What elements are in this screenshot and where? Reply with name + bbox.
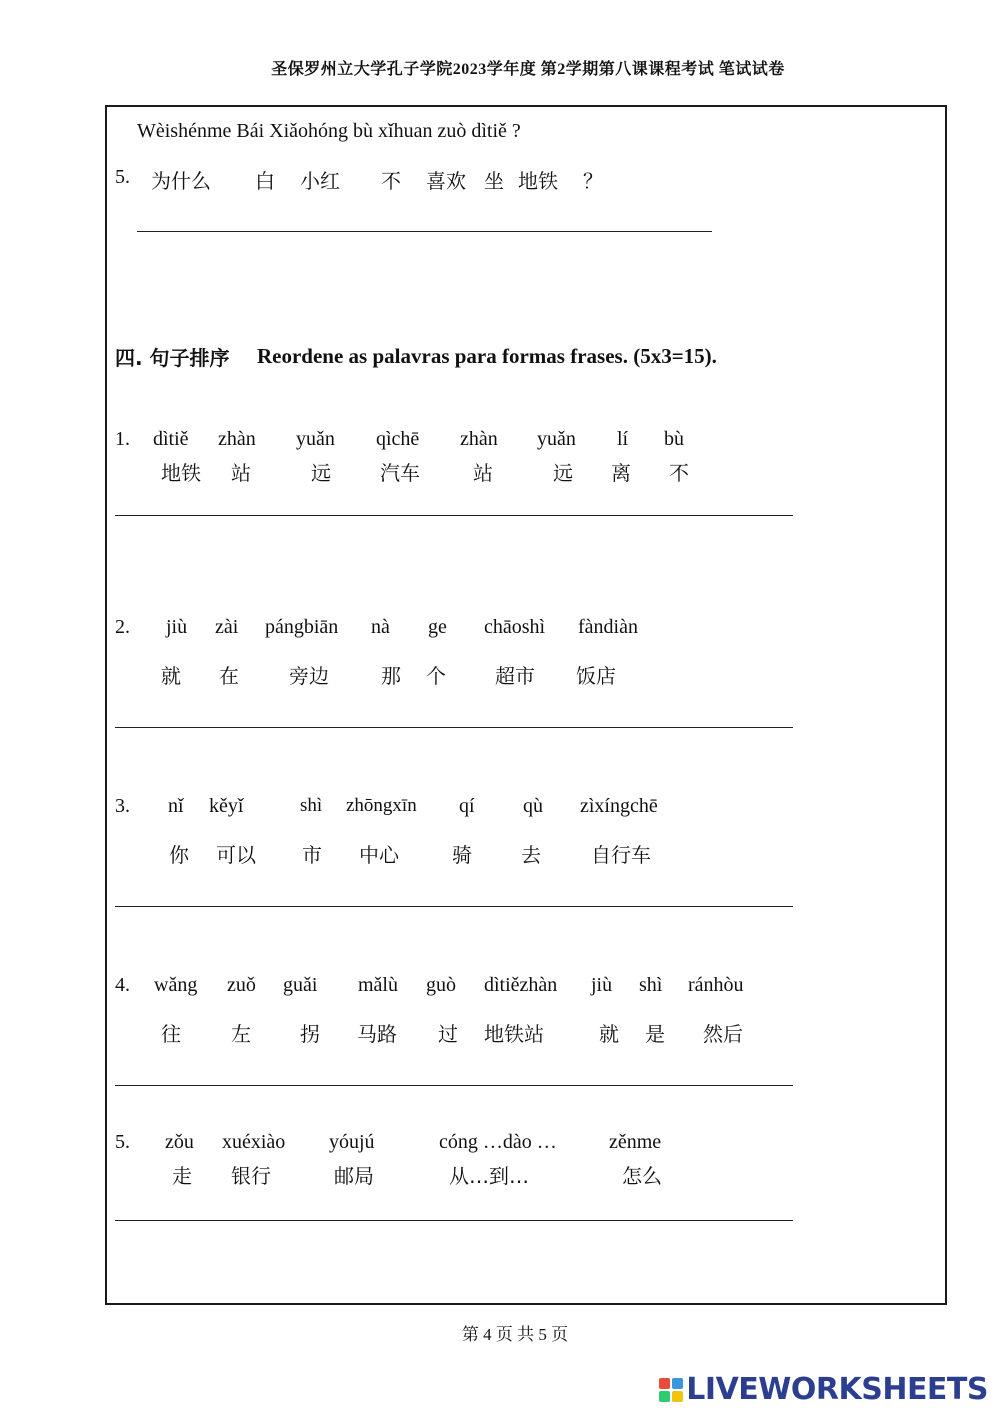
q5-word: 为什么 [151, 169, 211, 193]
page-number: 第 4 页 共 5 页 [461, 1325, 569, 1344]
hanzi-word: 地铁站 [484, 1022, 544, 1046]
pinyin-word: guǎi [283, 974, 318, 996]
exam-frame [105, 105, 947, 1305]
q5-word: 不 [381, 169, 401, 193]
pinyin-word: zǒu [165, 1131, 194, 1153]
pinyin-word: jiù [166, 616, 188, 638]
pinyin-word: zuǒ [227, 974, 256, 996]
section-title-instruction: Reordene as palavras para formas frases. (5x3=15). [257, 344, 717, 368]
hanzi-word: 去 [521, 843, 541, 867]
hanzi-word: 不 [669, 461, 689, 485]
pinyin-word: nǐ [168, 795, 184, 817]
pinyin-word: chāoshì [484, 616, 546, 638]
hanzi-word: 就 [161, 664, 181, 688]
hanzi-word: 自行车 [591, 843, 651, 867]
q5-word: 地铁 [518, 169, 558, 193]
pinyin-word: bù [664, 428, 684, 450]
pinyin-word: shì [300, 795, 323, 816]
q5-word: 坐 [484, 169, 504, 193]
q5-word: 白 [255, 169, 275, 193]
hanzi-word: 马路 [357, 1022, 397, 1046]
answer-line[interactable] [115, 515, 793, 516]
hanzi-word: 骑 [452, 843, 472, 867]
pinyin-word: zhōngxīn [346, 795, 417, 816]
answer-line[interactable] [115, 906, 793, 907]
pinyin-word: zěnme [609, 1131, 662, 1153]
hanzi-word: 远 [553, 461, 573, 485]
hanzi-word: 地铁 [161, 461, 201, 485]
hanzi-word: 怎么 [622, 1164, 662, 1188]
hanzi-word: 可以 [216, 843, 256, 867]
pinyin-word: xuéxiào [222, 1131, 286, 1153]
hanzi-word: 从…到… [449, 1164, 529, 1188]
exercise-number: 5. [115, 1131, 130, 1153]
hanzi-word: 邮局 [334, 1164, 374, 1188]
q5-word: 喜欢 [426, 169, 466, 193]
pinyin-word: ge [428, 616, 447, 638]
hanzi-word: 市 [302, 843, 322, 867]
pinyin-word: guò [426, 974, 456, 996]
liveworksheets-logo-icon [659, 1378, 683, 1402]
hanzi-word: 左 [231, 1022, 251, 1046]
pinyin-word: qù [523, 795, 543, 817]
answer-line[interactable] [115, 1085, 793, 1086]
pinyin-word: mǎlù [358, 974, 398, 996]
hanzi-word: 在 [219, 664, 239, 688]
hanzi-word: 中心 [359, 843, 399, 867]
pinyin-word: wǎng [154, 974, 198, 996]
pinyin-word: zìxíngchē [580, 795, 658, 817]
hanzi-word: 就 [599, 1022, 619, 1046]
hanzi-word: 银行 [231, 1164, 271, 1188]
section-title-cn: 四. 句子排序 [115, 346, 230, 370]
answer-line[interactable] [115, 727, 793, 728]
hanzi-word: 个 [426, 664, 446, 688]
hanzi-word: 是 [645, 1022, 665, 1046]
liveworksheets-logo[interactable] [659, 1372, 988, 1407]
hanzi-word: 你 [169, 843, 189, 867]
hanzi-word: 旁边 [289, 664, 329, 688]
pinyin-word: qí [459, 795, 475, 817]
pinyin-word: dìtiězhàn [484, 974, 558, 996]
pinyin-word: kěyǐ [209, 795, 244, 817]
pinyin-word: zhàn [460, 428, 498, 450]
hanzi-word: 饭店 [576, 664, 616, 688]
hanzi-word: 往 [161, 1022, 181, 1046]
exam-header: 圣保罗州立大学孔子学院2023学年度 第2学期第八课课程考试 笔试试卷 [271, 61, 785, 78]
hanzi-word: 超市 [495, 664, 535, 688]
q5-word: ？ [583, 169, 603, 193]
pinyin-word: shì [639, 974, 663, 996]
hanzi-word: 离 [611, 461, 631, 485]
q5-number: 5. [115, 166, 130, 188]
answer-line[interactable] [115, 1220, 793, 1221]
hanzi-word: 然后 [703, 1022, 743, 1046]
pinyin-word: qìchē [376, 428, 420, 450]
hanzi-word: 汽车 [380, 461, 420, 485]
hanzi-word: 远 [311, 461, 331, 485]
answer-line[interactable] [137, 231, 712, 232]
brand-name: LIVEWORKSHEETS [686, 1372, 988, 1407]
pinyin-word: ránhòu [688, 974, 744, 996]
pinyin-word: yuǎn [296, 428, 335, 450]
exercise-number: 2. [115, 616, 130, 638]
hanzi-word: 那 [381, 664, 401, 688]
hanzi-word: 拐 [300, 1022, 320, 1046]
hanzi-word: 过 [438, 1022, 458, 1046]
pinyin-word: jiù [591, 974, 613, 996]
q5-word: 小红 [300, 169, 340, 193]
pinyin-word: nà [371, 616, 390, 638]
pinyin-word: zài [215, 616, 239, 638]
pinyin-word: yuǎn [537, 428, 576, 450]
exercise-number: 3. [115, 795, 130, 817]
exercise-number: 1. [115, 428, 130, 450]
pinyin-word: cóng …dào … [439, 1131, 557, 1153]
hanzi-word: 走 [172, 1164, 192, 1188]
pinyin-word: zhàn [218, 428, 256, 450]
pinyin-word: fàndiàn [578, 616, 638, 638]
pinyin-word: lí [617, 428, 629, 450]
hanzi-word: 站 [231, 461, 251, 485]
hanzi-word: 站 [473, 461, 493, 485]
pinyin-word: yóujú [329, 1131, 375, 1153]
exercise-number: 4. [115, 974, 130, 996]
pinyin-word: pángbiān [265, 616, 339, 638]
pinyin-word: dìtiě [153, 428, 189, 450]
q5-pinyin: Wèishénme Bái Xiǎohóng bù xǐhuan zuò dìtiě ? [137, 120, 521, 142]
